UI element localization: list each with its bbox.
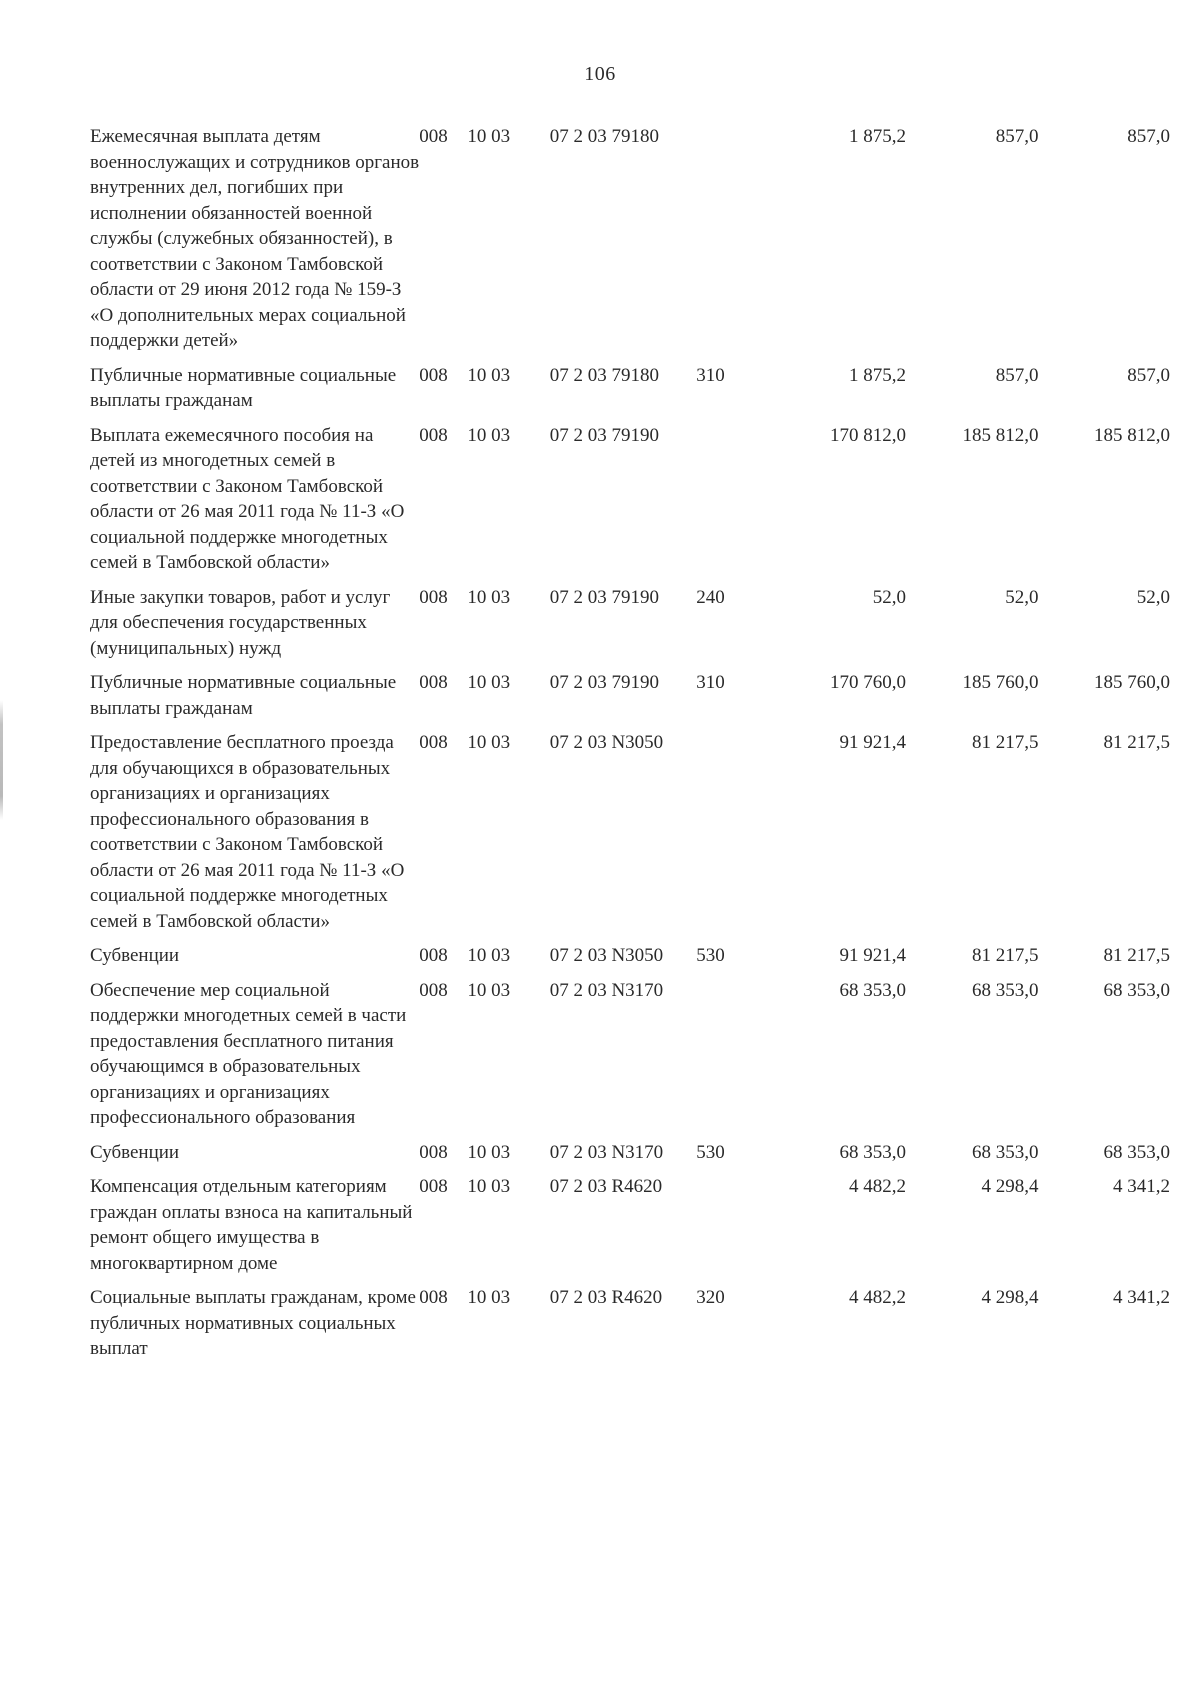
row-amount-year2: 4 298,4 [981,1176,1039,1197]
row-amount-year2: 857,0 [995,364,1039,386]
row-target-article: 07 2 03 79180 [549,126,659,147]
row-target-article: 07 2 03 79190 [549,424,659,446]
row-amount-year3: 185 812,0 [1094,424,1170,446]
row-amount-year1: 4 482,2 [848,1176,906,1197]
row-target-article: 07 2 03 N3050 [549,732,664,753]
row-target-article: 07 2 03 R4620 [549,1287,663,1308]
row-name: Ежемесячная выплата детям военнослужащих и сотрудников органов внутренних дел, погибших при исполнении обязанностей военной службы (служебных обязанностей), в соответствии с Законом Тамбовской области от 29 июня 2012 года № 159-З «О дополнительных мерах социальной поддержки детей» [90,126,420,351]
row-target-article: 07 2 03 79190 [549,672,659,693]
budget-table-body [90,124,1170,1371]
row-ministry-code: 008 [419,1287,448,1308]
table-row [90,670,1170,730]
table-row [90,124,1170,363]
row-amount-year1: 1 875,2 [848,364,906,386]
row-ministry-code: 008 [419,424,448,446]
row-amount-year1: 68 353,0 [839,979,906,1001]
row-amount-year1: 91 921,4 [839,945,906,966]
row-ministry-code: 008 [419,364,448,386]
row-amount-year1: 1 875,2 [848,126,906,147]
row-name: Публичные нормативные социальные выплаты гражданам [90,672,397,719]
row-amount-year2: 4 298,4 [981,1287,1039,1308]
row-target-article: 07 2 03 R4620 [549,1176,663,1197]
row-section-code: 10 03 [467,979,511,1001]
row-amount-year1: 170 760,0 [829,672,906,693]
row-amount-year3: 81 217,5 [1103,732,1170,753]
row-name: Социальные выплаты гражданам, кроме публичных нормативных социальных выплат [90,1287,416,1359]
table-row [90,363,1170,423]
row-amount-year3: 185 760,0 [1094,672,1170,693]
row-target-article: 07 2 03 N3050 [549,945,664,966]
row-amount-year3: 52,0 [1136,586,1170,608]
row-amount-year3: 857,0 [1127,126,1170,147]
row-section-code: 10 03 [467,1287,511,1308]
row-ministry-code: 008 [419,126,448,147]
row-amount-year2: 185 760,0 [962,672,1039,693]
row-ministry-code: 008 [419,732,448,753]
row-ministry-code: 008 [419,979,448,1001]
table-row [90,1140,1170,1175]
table-row [90,585,1170,671]
row-expense-type: 240 [696,586,725,608]
row-section-code: 10 03 [467,672,511,693]
page-number: 106 [584,63,616,85]
row-section-code: 10 03 [467,424,511,446]
row-amount-year1: 91 921,4 [839,732,906,753]
row-amount-year2: 81 217,5 [971,945,1039,966]
row-section-code: 10 03 [467,732,511,753]
row-expense-type: 320 [696,1287,725,1308]
row-amount-year2: 52,0 [1005,586,1039,608]
row-ministry-code: 008 [419,672,448,693]
row-amount-year1: 52,0 [872,586,906,608]
row-expense-type [696,730,770,943]
row-amount-year2: 81 217,5 [971,732,1039,753]
row-amount-year2: 857,0 [995,126,1039,147]
row-amount-year3: 81 217,5 [1103,945,1170,966]
row-section-code: 10 03 [467,586,511,608]
row-amount-year3: 68 353,0 [1103,1141,1170,1163]
row-expense-type [696,1174,770,1285]
row-section-code: 10 03 [467,1176,511,1197]
row-name: Субвенции [90,945,180,966]
row-name: Публичные нормативные социальные выплаты гражданам [90,364,397,411]
row-name: Обеспечение мер социальной поддержки многодетных семей в части предоставления бесплатного питания обучающимся в образовательных организациях и организациях профессионального образования [90,979,407,1128]
row-name: Компенсация отдельным категориям граждан оплаты взноса на капитальный ремонт общего имущества в многоквартирном доме [90,1176,413,1274]
row-section-code: 10 03 [467,364,511,386]
row-section-code: 10 03 [467,126,511,147]
row-expense-type [696,978,770,1140]
row-target-article: 07 2 03 79180 [549,364,659,386]
row-expense-type: 530 [696,945,725,966]
row-amount-year3: 857,0 [1127,364,1170,386]
row-amount-year3: 4 341,2 [1113,1176,1170,1197]
row-amount-year2: 185 812,0 [962,424,1039,446]
row-expense-type [696,124,770,363]
table-row [90,423,1170,585]
row-amount-year1: 4 482,2 [848,1287,906,1308]
table-row [90,943,1170,978]
row-ministry-code: 008 [419,1141,448,1163]
row-section-code: 10 03 [467,1141,511,1163]
row-amount-year3: 4 341,2 [1113,1287,1170,1308]
row-name: Выплата ежемесячного пособия на детей из многодетных семей в соответствии с Законом Тамбовской области от 26 мая 2011 года № 11-З «О социальной поддержке многодетных семей в Тамбовской области» [90,424,405,573]
row-ministry-code: 008 [419,586,448,608]
row-section-code: 10 03 [467,945,511,966]
row-amount-year2: 68 353,0 [971,979,1039,1001]
row-expense-type [696,423,770,585]
table-row [90,1285,1170,1371]
row-amount-year1: 170 812,0 [829,424,906,446]
row-expense-type: 310 [696,672,725,693]
row-ministry-code: 008 [419,945,448,966]
table-row [90,730,1170,943]
row-name: Иные закупки товаров, работ и услуг для обеспечения государственных (муниципальных) нужд [90,586,391,659]
row-name: Предоставление бесплатного проезда для обучающихся в образовательных организациях и организациях профессионального образования в соответствии с Законом Тамбовской области от 26 мая 2011 года № 11-З «О социальной поддержке многодетных семей в Тамбовской области» [90,732,405,932]
row-ministry-code: 008 [419,1176,448,1197]
row-expense-type: 310 [696,364,725,386]
row-amount-year2: 68 353,0 [971,1141,1039,1163]
budget-table [90,124,1170,1371]
row-target-article: 07 2 03 79190 [549,586,659,608]
row-target-article: 07 2 03 N3170 [549,1141,664,1163]
row-name: Субвенции [90,1141,180,1163]
table-row [90,1174,1170,1285]
scan-edge-mark [0,700,3,820]
row-expense-type: 530 [696,1141,725,1163]
table-row [90,978,1170,1140]
row-amount-year3: 68 353,0 [1103,979,1170,1001]
row-amount-year1: 68 353,0 [839,1141,906,1163]
row-target-article: 07 2 03 N3170 [549,979,664,1001]
